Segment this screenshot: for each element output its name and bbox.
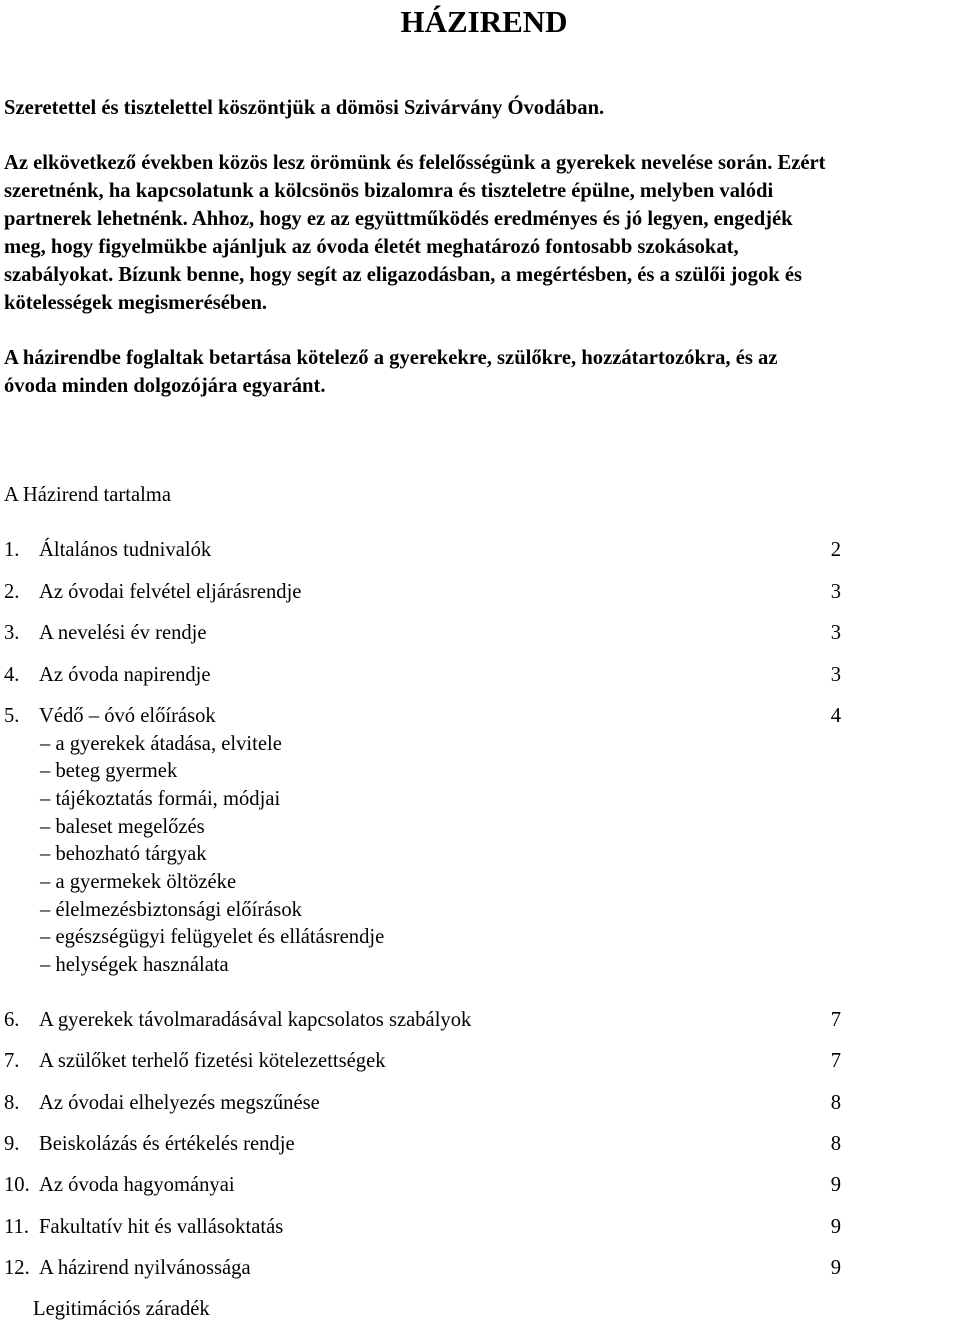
toc-item-label: Az óvoda hagyományai xyxy=(39,1174,235,1196)
toc-item-label: Az óvoda napirendje xyxy=(39,664,211,686)
intro-paragraph xyxy=(4,149,956,317)
toc-item-number: 7. xyxy=(4,1050,20,1072)
greeting-line: Szeretettel és tisztelettel köszöntjük a dömösi Szivárvány Óvodában. xyxy=(4,97,605,119)
toc-subitem: – egészségügyi felügyelet és ellátásrendje xyxy=(40,926,385,948)
intro-line-1: Az elkövetkező években közös lesz örömünk és felelősségünk a gyerekek nevelése során. Ezért xyxy=(4,152,826,174)
toc-item-label: Az óvodai elhelyezés megszűnése xyxy=(39,1092,320,1114)
toc-item xyxy=(4,578,844,606)
toc-item-number: 9. xyxy=(4,1133,20,1155)
toc-item-page: 8 xyxy=(830,1092,841,1114)
toc-item xyxy=(4,536,844,564)
toc-item xyxy=(4,1130,844,1158)
toc-item xyxy=(4,1006,844,1034)
toc-item-label: A gyerekek távolmaradásával kapcsolatos szabályok xyxy=(39,1009,472,1031)
toc-subitem: – beteg gyermek xyxy=(40,760,178,782)
page-title: HÁZIREND xyxy=(400,4,568,39)
toc-item-page: 8 xyxy=(830,1133,841,1155)
toc-item-label: Beiskolázás és értékelés rendje xyxy=(39,1133,295,1155)
toc-item-number: 4. xyxy=(4,664,20,686)
toc-item-label: A házirend nyilvánossága xyxy=(39,1257,251,1279)
toc-item-number: 3. xyxy=(4,622,20,644)
toc-item-page: 9 xyxy=(830,1174,841,1196)
toc-item xyxy=(4,702,844,730)
toc-item-page: 3 xyxy=(830,622,841,644)
toc-item-number: 8. xyxy=(4,1092,20,1114)
intro-line-5: szabályokat. Bízunk benne, hogy segít az eligazodásban, a megértésben, és a szülői jogok és xyxy=(4,264,803,286)
toc-subitem: – tájékoztatás formái, módjai xyxy=(40,788,281,810)
toc-item-page: 7 xyxy=(830,1009,841,1031)
toc-item-page: 3 xyxy=(830,664,841,686)
toc-item-number: 11. xyxy=(4,1216,29,1238)
toc-item-label: Az óvodai felvétel eljárásrendje xyxy=(39,581,302,603)
toc-item-number: 5. xyxy=(4,705,20,727)
toc-item-page: 9 xyxy=(830,1216,841,1238)
toc-subitem: – baleset megelőzés xyxy=(40,816,205,838)
toc-item-label: Védő – óvó előírások xyxy=(39,705,216,727)
toc-item-label: Fakultatív hit és vallásoktatás xyxy=(39,1216,284,1238)
toc-item xyxy=(4,1213,844,1241)
toc-subitem: – helységek használata xyxy=(40,954,229,976)
toc-item-page: 2 xyxy=(830,539,841,561)
toc-item-number: 12. xyxy=(4,1257,30,1279)
toc-item xyxy=(4,1254,844,1282)
toc-item xyxy=(4,619,844,647)
toc-item-number: 10. xyxy=(4,1174,30,1196)
obligation-line-2: óvoda minden dolgozójára egyaránt. xyxy=(4,375,326,397)
toc-item xyxy=(4,1047,844,1075)
greeting-paragraph xyxy=(4,94,956,122)
toc-item-page: 3 xyxy=(830,581,841,603)
toc-subitem: – a gyerekek átadása, elvitele xyxy=(40,733,282,755)
intro-line-6: kötelességek megismerésében. xyxy=(4,292,268,314)
intro-line-4: meg, hogy figyelmükbe ajánljuk az óvoda életét meghatározó fontosabb szokásokat, xyxy=(4,236,739,258)
toc-item-number: 2. xyxy=(4,581,20,603)
toc-item-label: A szülőket terhelő fizetési kötelezettségek xyxy=(39,1050,386,1072)
toc-item-label: Általános tudnivalók xyxy=(39,539,212,561)
toc-item xyxy=(4,1089,844,1117)
obligation-paragraph xyxy=(4,344,956,400)
toc-item xyxy=(4,1171,844,1199)
obligation-line-1: A házirendbe foglaltak betartása kötelező a gyerekekre, szülőkre, hozzátartozókra, és az xyxy=(4,347,778,369)
toc-subitem: – élelmezésbiztonsági előírások xyxy=(40,899,302,921)
legitimacy-clause: Legitimációs záradék xyxy=(33,1298,210,1320)
toc-subitem: – behozható tárgyak xyxy=(40,843,207,865)
toc-heading: A Házirend tartalma xyxy=(4,484,171,506)
toc-item-number: 1. xyxy=(4,539,20,561)
toc-item-label: A nevelési év rendje xyxy=(39,622,207,644)
toc-item-page: 7 xyxy=(830,1050,841,1072)
intro-line-3: partnerek lehetnénk. Ahhoz, hogy ez az együttműködés eredményes és jó legyen, engedjék xyxy=(4,208,793,230)
toc-item-page: 9 xyxy=(830,1257,841,1279)
toc-subitem: – a gyermekek öltözéke xyxy=(40,871,237,893)
toc-item-number: 6. xyxy=(4,1009,20,1031)
toc-item xyxy=(4,661,844,689)
toc-item-page: 4 xyxy=(830,705,841,727)
intro-line-2: szeretnénk, ha kapcsolatunk a kölcsönös bizalomra és tiszteletre épülne, melyben valódi xyxy=(4,180,774,202)
